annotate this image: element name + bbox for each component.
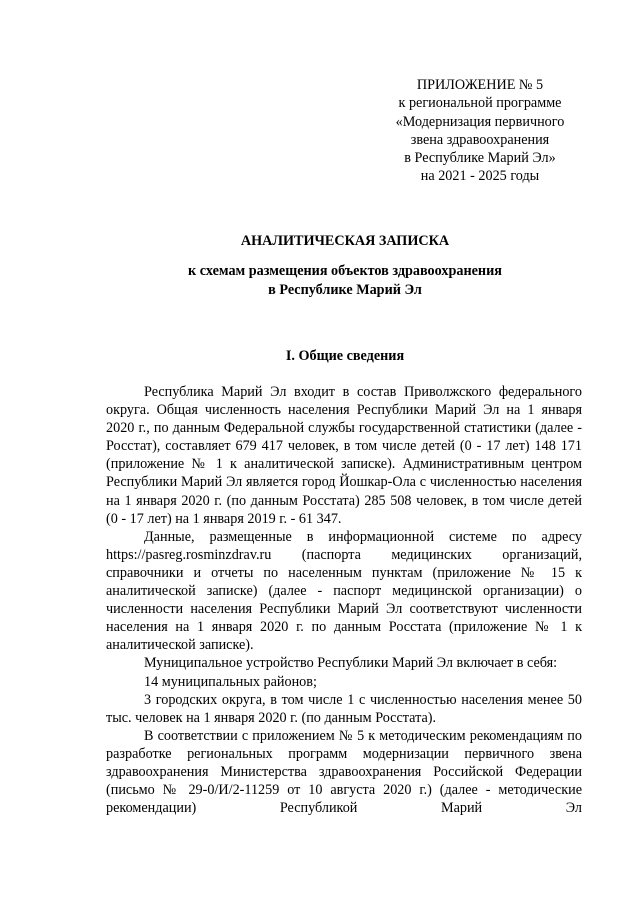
appendix-line: к региональной программе: [398, 95, 562, 112]
appendix-line: на 2021 - 2025 годы: [420, 168, 540, 185]
paragraph: 14 муниципальных районов;: [144, 673, 317, 690]
document-title: АНАЛИТИЧЕСКАЯ ЗАПИСКА: [240, 233, 450, 249]
appendix-line: «Модернизация первичного: [395, 113, 565, 130]
appendix-line: ПРИЛОЖЕНИЕ № 5: [416, 77, 544, 93]
document-subtitle: [108, 262, 582, 299]
paragraph: Данные, размещенные в информационной системе по адресу https://pasreg.rosminzdrav.ru (паспорта медицинских организаций, справочники и отчеты по населенным пунктам (приложение № 15 к аналитической записке) (далее - паспорт медицинской организации) о численности населения Республики Марий Эл соответствуют численности населения на 1 января 2020 г. по данным Росстата (приложение № 1 к аналитической записке).: [106, 528, 582, 654]
paragraph: Республика Марий Эл входит в состав Приволжского федерального округа. Общая численность населения Республики Марий Эл на 1 января 2020 г., по данным Федеральной службы государственной статистики (далее - Росстат), составляет 679 417 человек, в том числе детей (0 - 17 лет) 148 171 (приложение № 1 к аналитической записке). Административным центром Республики Марий Эл является город Йошкар-Ола с численностью населения на 1 января 2020 г. (по данным Росстата) 285 508 человек, в том числе детей (0 - 17 лет) на 1 января 2019 г. - 61 347.: [106, 384, 582, 527]
section-heading: I. Общие сведения: [285, 348, 405, 364]
paragraph: 3 городских округа, в том числе 1 с численностью населения менее 50 тыс. человек на 1 января 2020 г. (по данным Росстата).: [106, 691, 582, 726]
body-text: [106, 383, 582, 817]
appendix-line: в Республике Марий Эл»: [404, 150, 556, 167]
appendix-line: звена здравоохранения: [410, 131, 550, 148]
appendix-header: [380, 76, 580, 186]
subtitle-line: в Республике Марий Эл: [268, 281, 422, 298]
subtitle-line: к схемам размещения объектов здравоохранения: [188, 263, 502, 279]
paragraph: В соответствии с приложением № 5 к методическим рекомендациям по разработке региональных программ модернизации первичного звена здравоохранения Министерства здравоохранения Российской Федерации (письмо № 29-0/И/2-11259 от 10 августа 2020 г.) (далее - методические рекомендации) Республикой Марий Эл: [106, 727, 582, 817]
paragraph: Муниципальное устройство Республики Марий Эл включает в себя:: [144, 655, 558, 672]
